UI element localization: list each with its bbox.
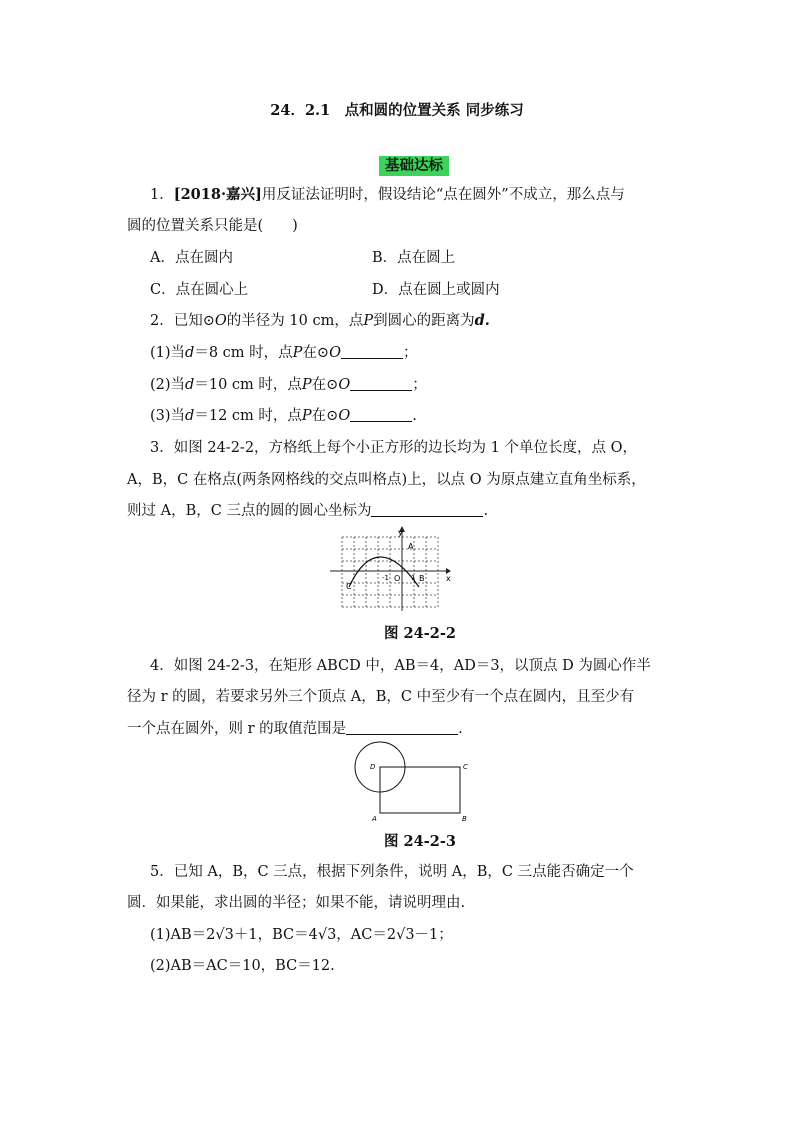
q2-p3-b: ＝12 cm 时，点 bbox=[194, 408, 302, 424]
q2-p3-end: . bbox=[412, 408, 417, 424]
tick-1: 1 bbox=[411, 574, 416, 582]
q1-option-b: B．点在圆上 bbox=[372, 250, 456, 266]
q2-p3-d: d bbox=[185, 408, 195, 424]
q2-stem-c: 到圆心的距离为 bbox=[373, 313, 475, 329]
q3-line-3 bbox=[127, 501, 488, 521]
q2-part-2 bbox=[150, 375, 427, 395]
q2-p2-d: d bbox=[185, 377, 195, 393]
q2-stem-b: 的半径为 10 cm，点 bbox=[226, 313, 364, 329]
figure-24-2-3-caption: 图 24-2-3 bbox=[384, 833, 456, 850]
q2-p2-b: ＝10 cm 时，点 bbox=[194, 377, 302, 393]
q3-number: 3． bbox=[150, 440, 174, 456]
q4-end: . bbox=[458, 721, 463, 737]
point-b-label: B bbox=[419, 574, 425, 583]
q2-p3-a: (3)当 bbox=[150, 408, 186, 424]
q2-stem-p: P bbox=[363, 313, 374, 329]
q1-option-a: A．点在圆内 bbox=[150, 250, 233, 266]
q5-number: 5． bbox=[150, 864, 174, 880]
q2-part-3 bbox=[150, 406, 417, 426]
q2-p2-end: ； bbox=[412, 377, 427, 393]
vertex-a-label: A bbox=[372, 815, 377, 823]
q5-line-2: 圆．如果能，求出圆的半径；如果不能，请说明理由. bbox=[127, 895, 466, 911]
q2-p3-p: P bbox=[301, 408, 312, 424]
q2-p3-c: 在⊙ bbox=[311, 408, 339, 424]
q4-text-3: 一个点在圆外，则 r 的取值范围是 bbox=[127, 721, 347, 737]
q5-line-1 bbox=[150, 862, 634, 882]
circle-arc bbox=[349, 557, 419, 587]
q2-p1-end: ； bbox=[402, 345, 418, 361]
figure-24-2-3 bbox=[350, 740, 480, 830]
q2-p1-d: d bbox=[185, 345, 195, 361]
q2-stem bbox=[150, 311, 490, 331]
q2-p2-c: 在⊙ bbox=[311, 377, 339, 393]
q2-p3-answer-blank[interactable] bbox=[350, 406, 412, 422]
q5-text-1: 已知 A，B，C 三点，根据下列条件，说明 A，B，C 三点能否确定一个 bbox=[173, 864, 634, 880]
origin-label: O bbox=[394, 574, 401, 583]
q2-p1-answer-blank[interactable] bbox=[341, 343, 403, 359]
point-c-label: C bbox=[346, 582, 352, 591]
q3-end: . bbox=[483, 503, 489, 519]
point-a-label: A bbox=[408, 542, 414, 551]
q4-answer-blank[interactable] bbox=[346, 719, 458, 735]
y-label: y bbox=[398, 528, 403, 537]
vertex-b-label: B bbox=[462, 815, 467, 823]
q1-line-2: 圆的位置关系只能是( ) bbox=[127, 218, 298, 234]
q2-stem-d: d. bbox=[474, 312, 490, 329]
q1-text-1: 用反证法证明时，假设结论“点在圆外”不成立，那么点与 bbox=[261, 187, 625, 203]
q2-p1-c: 在⊙ bbox=[302, 345, 330, 361]
q2-p1-a: (1)当 bbox=[150, 345, 186, 361]
page-title: 24．2.1 点和圆的位置关系 同步练习 bbox=[270, 102, 524, 119]
q3-answer-blank[interactable] bbox=[371, 501, 483, 517]
q1-line-1 bbox=[150, 185, 625, 205]
q2-p2-answer-blank[interactable] bbox=[350, 375, 412, 391]
q2-stem-o: O bbox=[214, 313, 227, 329]
section-badge: 基础达标 bbox=[379, 156, 449, 176]
q1-option-c: C．点在圆心上 bbox=[150, 282, 249, 298]
q2-number: 2． bbox=[150, 313, 174, 329]
q1-source: [2018·嘉兴] bbox=[173, 186, 262, 203]
q3-text-3: 则过 A，B，C 三点的圆的圆心坐标为 bbox=[127, 503, 372, 519]
q4-text-1: 如图 24-2-3，在矩形 ABCD 中，AB＝4，AD＝3，以顶点 D 为圆心作半 bbox=[173, 658, 651, 674]
q5-part-2: (2)AB＝AC＝10，BC＝12. bbox=[150, 958, 335, 974]
q2-stem-a: 已知⊙ bbox=[173, 313, 215, 329]
q1-number: 1． bbox=[150, 187, 174, 203]
q3-line-1 bbox=[150, 438, 637, 458]
grid-lines bbox=[342, 537, 438, 607]
q2-p2-a: (2)当 bbox=[150, 377, 186, 393]
vertex-d-label: D bbox=[370, 763, 376, 771]
q2-p2-o: O bbox=[338, 377, 351, 393]
vertex-c-label: C bbox=[463, 763, 468, 771]
q3-text-1: 如图 24-2-2，方格纸上每个小正方形的边长均为 1 个单位长度，点 O， bbox=[173, 440, 637, 456]
q2-p1-p: P bbox=[292, 345, 303, 361]
q4-line-2: 径为 r 的圆，若要求另外三个顶点 A，B，C 中至少有一个点在圆内，且至少有 bbox=[127, 689, 635, 705]
q2-p2-p: P bbox=[301, 377, 312, 393]
figure-24-2-2 bbox=[320, 525, 460, 615]
q2-part-1 bbox=[150, 343, 417, 363]
q4-line-3 bbox=[127, 719, 463, 739]
q4-line-1 bbox=[150, 656, 651, 676]
x-label: x bbox=[446, 574, 451, 583]
q3-line-2: A，B，C 在格点(两条网格线的交点叫格点)上，以点 O 为原点建立直角坐标系， bbox=[127, 472, 646, 488]
q1-option-d: D．点在圆上或圆内 bbox=[372, 282, 500, 298]
q2-p1-b: ＝8 cm 时，点 bbox=[194, 345, 293, 361]
tick-neg1: -1 bbox=[382, 574, 389, 582]
q2-p1-o: O bbox=[329, 345, 341, 361]
q4-number: 4． bbox=[150, 658, 174, 674]
rectangle-abcd bbox=[380, 767, 460, 813]
q2-p3-o: O bbox=[338, 408, 351, 424]
q5-part-1: (1)AB＝2√3＋1，BC＝4√3，AC＝2√3－1； bbox=[150, 927, 453, 943]
figure-24-2-2-caption: 图 24-2-2 bbox=[384, 625, 456, 642]
